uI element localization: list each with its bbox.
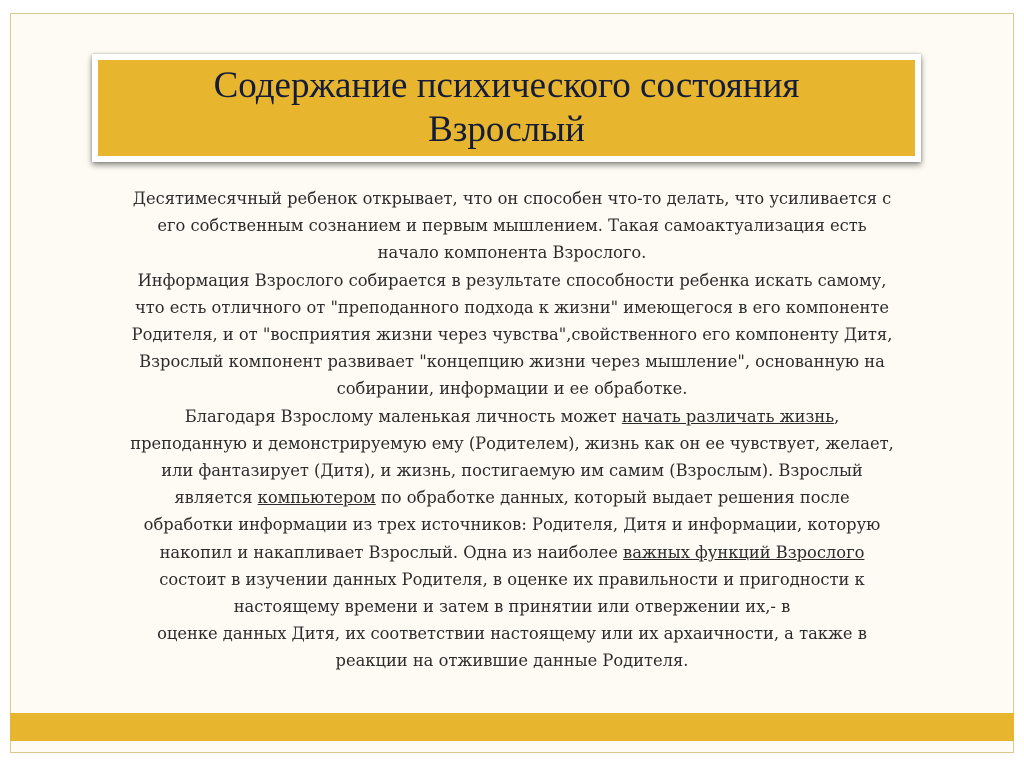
paragraph-2-line: Родителя, и от "восприятия жизни через чувства",свойственного его компоненту Дитя, [131, 325, 893, 345]
paragraph-3-line [40, 403, 984, 430]
paragraph-3-line: оценке данных Дитя, их соответствии настоящему или их архаичности, а также в [157, 624, 867, 644]
paragraph-3-line [40, 539, 984, 566]
paragraph-3-line: настоящему времени и затем в принятии или отвержении их,- в [233, 597, 791, 617]
paragraph-2-line: что есть отличного от "преподанного подхода к жизни" имеющегося в его компоненте [134, 297, 889, 317]
paragraph-3-line: состоит в изучении данных Родителя, в оценке их правильности и пригодности к [159, 569, 865, 589]
paragraph-3-line: преподанную и демонстрируемую ему (Родителем), жизнь как он ее чувствует, желает, [130, 433, 894, 453]
paragraph-2-line: Информация Взрослого собирается в результате способности ребенка искать самому, [137, 270, 887, 290]
paragraph-3-line [40, 484, 984, 511]
paragraph-2-line: собирании, информации и ее обработке. [336, 379, 688, 399]
title-banner [92, 54, 921, 162]
bottom-accent-bar [10, 713, 1014, 741]
slide-title-line-1: Содержание психического состояния [213, 65, 800, 106]
paragraph-3-line: или фантазирует (Дитя), и жизнь, постигаемую им самим (Взрослым). Взрослый [161, 461, 863, 481]
paragraph-2-line: Взрослый компонент развивает "концепцию жизни через мышление", основанную на [139, 352, 885, 372]
link-adult-functions[interactable]: важных функций Взрослого [623, 542, 865, 562]
text-segment: является [174, 488, 258, 508]
body-text [40, 185, 984, 675]
link-computer[interactable]: компьютером [257, 488, 376, 508]
paragraph-1-line: начало компонента Взрослого. [377, 243, 647, 263]
paragraph-1-line: его собственным сознанием и первым мышлением. Такая самоактуализация есть [157, 216, 867, 236]
paragraph-3-line: реакции на отжившие данные Родителя. [335, 651, 689, 671]
text-segment: Благодаря Взрослому маленькая личность может [184, 406, 622, 426]
slide-title-line-2: Взрослый [428, 109, 585, 150]
text-segment: по обработке данных, который выдает решения после [375, 488, 850, 508]
paragraph-1-line: Десятимесячный ребенок открывает, что он способен что-то делать, что усиливается с [132, 189, 892, 208]
paragraph-3-line: обработки информации из трех источников: Родителя, Дитя и информации, которую [143, 515, 881, 535]
text-segment: , [834, 406, 840, 426]
text-segment: накопил и накапливает Взрослый. Одна из наиболее [159, 542, 624, 562]
link-start-distinguishing-life[interactable]: начать различать жизнь [621, 406, 835, 426]
